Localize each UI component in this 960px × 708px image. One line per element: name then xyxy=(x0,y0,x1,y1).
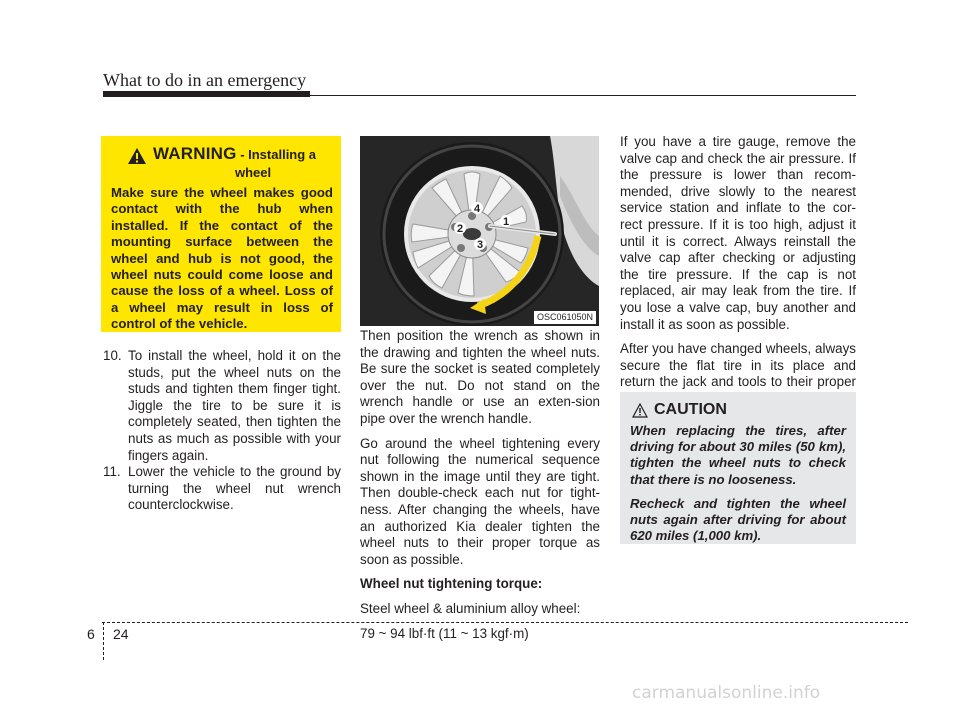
caution-text: Recheck and tighten the wheel nuts again after driving for about 620 miles (1,000 km). xyxy=(630,495,846,544)
caution-label: CAUTION xyxy=(654,401,727,418)
wheel-illustration xyxy=(360,136,599,326)
steps-list xyxy=(103,348,341,514)
caution-text: When replacing the tires, after driving for about 30 miles (50 km), tighten the wheel nuts to check that there is no looseness. xyxy=(630,423,846,487)
step-number: 10. xyxy=(103,348,122,363)
nut-label-1: 1 xyxy=(502,216,510,228)
list-item xyxy=(103,348,341,464)
footer-divider xyxy=(103,622,104,660)
step-number: 11. xyxy=(103,464,121,480)
header-rule-thin xyxy=(103,95,856,96)
middle-column-text xyxy=(360,328,600,650)
right-column-text xyxy=(620,134,856,416)
caution-triangle-icon xyxy=(632,403,648,418)
warning-subtitle-line2: wheel xyxy=(235,165,272,180)
nut-label-4: 4 xyxy=(473,203,481,215)
nut-label-2: 2 xyxy=(456,223,464,235)
step-text: Lower the vehicle to the ground by turning the wheel nut wrench counterclockwise. xyxy=(128,464,341,513)
step-text: To install the wheel, hold it on the studs, put the wheel nuts on the studs and tighten them finger tight. Jiggle the tire to be sure it is completely seated, then tighten the nuts as much as possible with your fingers again. xyxy=(128,348,341,463)
warning-text: Make sure the wheel makes good contact with the hub when installed. If the contact of the mounting surface between the wheel and hub is not good, the wheel nuts could come loose and cause the loss of a wheel. Loss of a wheel may result in loss of control of the vehicle. xyxy=(111,185,333,332)
paragraph: If you have a tire gauge, remove the valve cap and check the air pressure. If the pressure is lower than recom-mended, drive slowly to the nearest service station and inflate to the cor-rect pressure. If it is too high, adjust it until it is correct. Always reinstall the valve cap after checking or adjusting the tire pressure. If the cap is not replaced, air may leak from the tire. If you lose a valve cap, buy another and install it as soon as possible. xyxy=(620,134,856,332)
caution-header xyxy=(630,401,846,419)
warning-subtitle-line1: - Installing a xyxy=(240,147,317,162)
footer-rule xyxy=(102,622,908,623)
caution-box xyxy=(620,392,856,544)
figure-code: OSC061050N xyxy=(534,311,596,324)
torque-value: 79 ~ 94 lbf·ft (11 ~ 13 kgf·m) xyxy=(360,625,529,641)
torque-wheel-type: Steel wheel & aluminium alloy wheel: xyxy=(360,600,581,616)
warning-triangle-icon xyxy=(127,147,147,165)
warning-box xyxy=(101,136,341,332)
nut-label-3: 3 xyxy=(476,239,484,251)
page-header-title: What to do in an emergency xyxy=(103,70,307,90)
paragraph: After you have changed wheels, always secure the flat tire in its place and return the jack and tools to their proper xyxy=(620,341,856,390)
wheel-wrench-figure xyxy=(360,136,599,326)
paragraph: Then position the wrench as shown in the drawing and tighten the wheel nuts. Be sure the socket is seated completely over the nut. Do not stand on the wrench handle or use an exten-sion pipe over the wrench handle. xyxy=(360,328,600,426)
paragraph: Go around the wheel tightening every nut following the numerical sequence shown in the image until they are tight. Then double-check each nut for tight-ness. After changing the wheels, have an authorized Kia dealer tighten the wheel nuts to their proper torque as soon as possible. xyxy=(360,435,600,567)
list-item xyxy=(103,464,341,514)
warning-header xyxy=(111,146,333,165)
page-number: 24 xyxy=(113,626,129,642)
torque-heading: Wheel nut tightening torque: xyxy=(360,576,543,592)
watermark-text: carmanualsonline.info xyxy=(632,683,821,703)
warning-label: WARNING xyxy=(153,144,237,163)
chapter-number: 6 xyxy=(87,626,95,642)
header-rule-thick xyxy=(103,91,310,97)
warning-title xyxy=(153,146,316,162)
